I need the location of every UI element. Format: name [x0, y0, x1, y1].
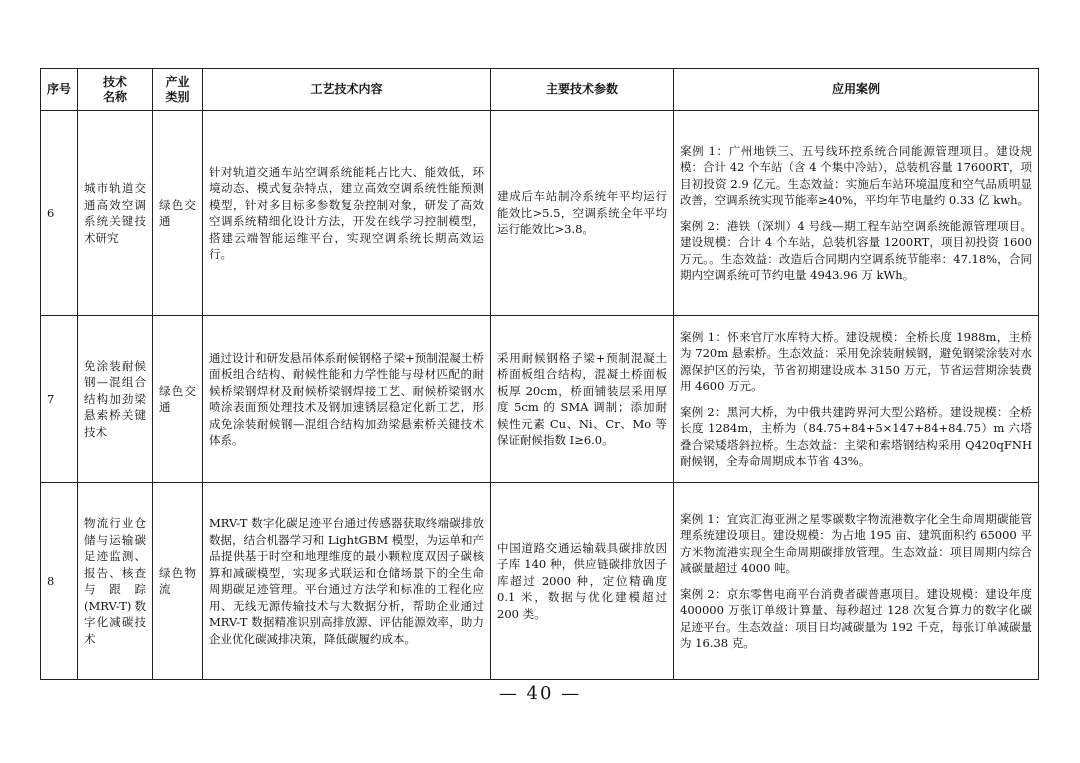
- case-item: 案例 1：宜宾汇海亚洲之星零碳数字物流港数字化全生命周期碳能管理系统建设项目。建设规模：为占地 195 亩、建筑面积约 65000 平方米物流港实现全生命周期碳排放管理。生态效益：项目周期内综合减碳量超过 4000 吨。: [680, 511, 1032, 575]
- page-number: — 40 —: [498, 683, 582, 704]
- technology-name: 城市轨道交通高效空调系统关键技术研究: [78, 111, 153, 316]
- application-cases: [674, 483, 1039, 680]
- process-content: MRV-T 数字化碳足迹平台通过传感器获取终端碳排放数据，结合机器学习和 LightGBM 模型，为运单和产品提供基于时空和地理维度的最小颗粒度双因子碳核算和减碳模型，实现多式联运和仓储场景下的全生命周期碳足迹管理。平台通过方法学和标准的工程化应用、无线无源传输技术与大数据分析，帮助企业通过 MRV-T 数据精准识别高排放源、评估能源效率，助力企业优化碳减排决策，降低碳履约成本。: [203, 483, 491, 680]
- technology-name: 免涂装耐候钢—混组合结构加劲梁悬索桥关键技术: [78, 316, 153, 483]
- table-row: [41, 483, 1039, 680]
- application-cases: [674, 111, 1039, 316]
- header-no: 序号: [41, 69, 78, 111]
- technical-parameters: 中国道路交通运输载具碳排放因子库 140 种，供应链碳排放因子库超过 2000 种，定位精确度 0.1 米，数据与优化建模超过 200 类。: [491, 483, 674, 680]
- process-content: 针对轨道交通车站空调系统能耗占比大、能效低，环境动态、模式复杂特点，建立高效空调系统性能预测模型，针对多目标多参数复杂控制对象，研发了高效空调系统精细化设计方法，开发在线学习控制模型，搭建云端智能运维平台，实现空调系统长期高效运行。: [203, 111, 491, 316]
- header-cases: 应用案例: [674, 69, 1039, 111]
- industry-category: 绿色交通: [153, 111, 203, 316]
- header-name-text: 技术名称: [102, 74, 127, 104]
- row-number: 6: [41, 111, 78, 316]
- header-category: [153, 69, 203, 111]
- case-item: 案例 2：港铁（深圳）4 号线—期工程车站空调系统能源管理项目。建设规模：合计 4 个车站，总装机容量 1200RT，项目初投资 1600 万元。。生态效益：改造后合同期内空调系统节能率：47.18%，合同期内空调系统可节约电量 4943.96 万 kWh。: [680, 218, 1032, 282]
- case-item: 案例 1：广州地铁三、五号线环控系统合同能源管理项目。建设规模：合计 42 个车站（含 4 个集中冷站），总装机容量 17600RT，项目初投资 2.9 亿元。生态效益：实施后车站环境温度和空气品质明显改善，空调系统实现节能率≥40%，平均年节电量约 0.33 亿 kwh。: [680, 143, 1032, 207]
- technical-parameters: 采用耐候钢格子梁+预制混凝土桥面板组合结构，混凝土桥面板板厚 20cm，桥面铺装层采用厚度 5cm 的 SMA 调制；添加耐候性元素 Cu、Ni、Cr、Mo 等保证耐候指数 I≥6.0。: [491, 316, 674, 483]
- row-number: 8: [41, 483, 78, 680]
- process-content: 通过设计和研发悬吊体系耐候钢格子梁+预制混凝土桥面板组合结构、耐候性能和力学性能与母材匹配的耐候桥梁钢焊材及耐候桥梁钢焊接工艺、耐候桥梁钢水喷涂表面预处理技术及钢加速锈层稳定化新工艺，形成免涂装耐候钢—混组合结构加劲梁悬索桥关键技术体系。: [203, 316, 491, 483]
- case-item: 案例 2：黑河大桥，为中俄共建跨界河大型公路桥。建设规模：全桥长度 1284m，主桥为（84.75+84+5×147+84+84.75）m 六塔叠合梁矮塔斜拉桥。生态效益：主梁和索塔钢结构采用 Q420qFNH 耐候钢，全寿命周期成本节省 43%。: [680, 404, 1032, 468]
- industry-category: 绿色物流: [153, 483, 203, 680]
- application-cases: [674, 316, 1039, 483]
- table-row: [41, 111, 1039, 316]
- technology-table: [40, 68, 1039, 680]
- technology-name: 物流行业仓储与运输碳足迹监测、报告、核查与跟踪(MRV-T)数字化减碳技术: [78, 483, 153, 680]
- case-item: 案例 2：京东零售电商平台消费者碳普惠项目。建设规模：建设年度 400000 万张订单级计算量、每秒超过 128 次复合算力的数字化碳足迹平台。生态效益：项目日均减碳量为 192 千克，每张订单减碳量为 16.38 克。: [680, 586, 1032, 650]
- table-header-row: [41, 69, 1039, 111]
- table-row: [41, 316, 1039, 483]
- industry-category: 绿色交通: [153, 316, 203, 483]
- header-category-text: 产业类别: [165, 74, 190, 104]
- case-item: 案例 1：怀来官厅水库特大桥。建设规模：全桥长度 1988m，主桥为 720m 悬索桥。生态效益：采用免涂装耐候钢，避免钢梁涂装对水源保护区的污染，节省初期建设成本 3150 万元，节省运营期涂装费用 4600 万元。: [680, 329, 1032, 393]
- header-params: 主要技术参数: [491, 69, 674, 111]
- technical-parameters: 建成后车站制冷系统年平均运行能效比>5.5，空调系统全年平均运行能效比>3.8。: [491, 111, 674, 316]
- header-name: [78, 69, 153, 111]
- row-number: 7: [41, 316, 78, 483]
- header-process: 工艺技术内容: [203, 69, 491, 111]
